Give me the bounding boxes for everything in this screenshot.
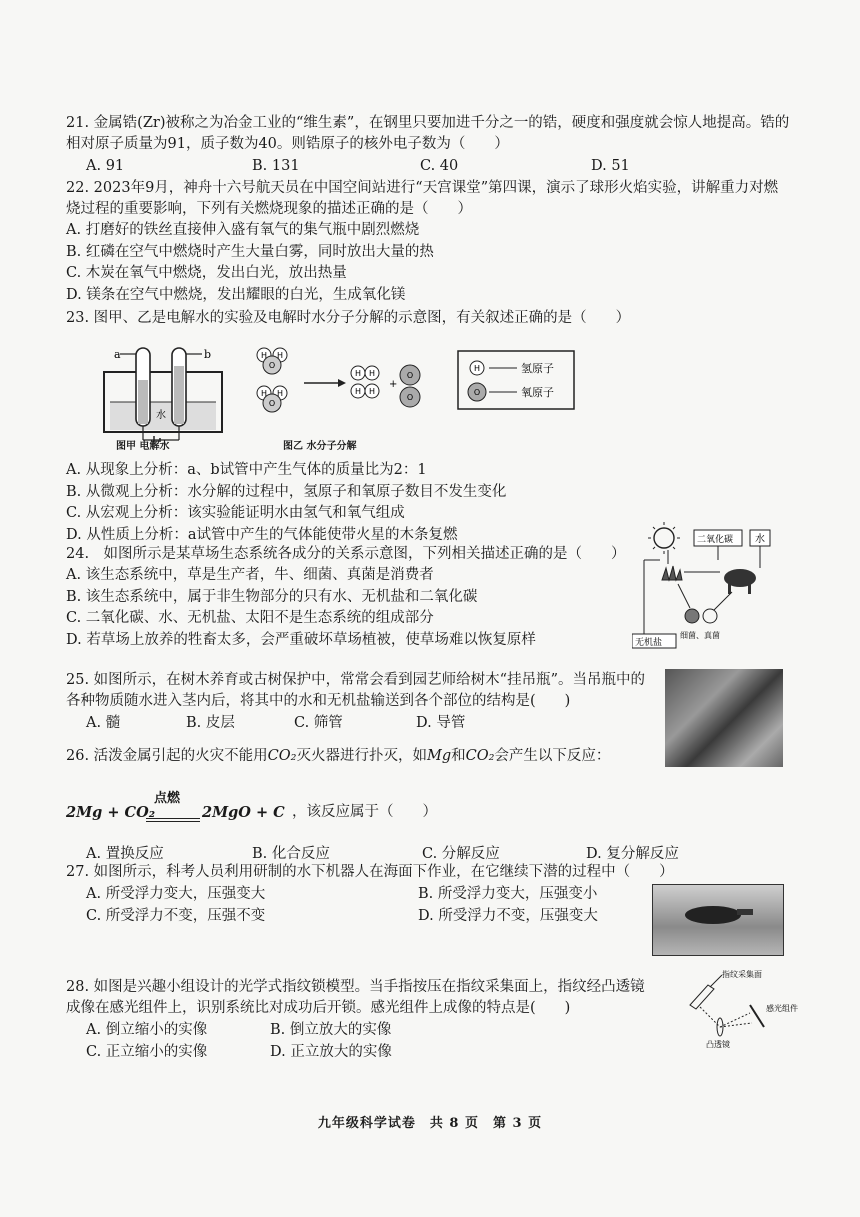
svg-text:O: O xyxy=(406,371,414,380)
q25-stem-line1: 25. 如图所示，在树木养育或古树保护中，常常会看到园艺师给树木“挂吊瓶”。当吊瓶中的 xyxy=(66,672,645,688)
legend-hydrogen-label: 氢原子 xyxy=(521,362,554,375)
q21-stem-line2: 相对原子质量为91，质子数为40。则锆原子的核外电子数为（ ） xyxy=(66,136,509,152)
eco-water-label: 水 xyxy=(755,534,765,545)
q28-options-row1 xyxy=(66,1019,666,1041)
q23-option-a[interactable]: A. 从现象上分析：a、b试管中产生气体的质量比为2：1 xyxy=(66,462,427,478)
q21-stem-line1: 21. 金属锆(Zr)被称之为冶金工业的“维生素”，在钢里只要加进千分之一的锆，硬度和强度就会惊人地提高。锆的 xyxy=(66,115,790,131)
q25-stem-line2: 各种物质随水进入茎内后，将其中的水和无机盐输送到各个部位的结构是( ) xyxy=(66,693,571,709)
q28-option-d[interactable]: D. 正立放大的实像 xyxy=(270,1044,392,1060)
q28-option-b[interactable]: B. 倒立放大的实像 xyxy=(270,1022,392,1038)
fig-sensor-label: 感光组件 xyxy=(766,1004,798,1013)
q26-stem-mid2: 和 xyxy=(451,748,466,764)
q26-eq-tail: ，该反应属于（ ） xyxy=(292,804,437,820)
underwater-robot-photo xyxy=(652,884,784,956)
q24-stem: 24. 如图所示是某草场生态系统各成分的关系示意图，下列相关描述正确的是（ ） xyxy=(66,546,626,562)
svg-text:H: H xyxy=(260,351,268,360)
eco-left-label: 无机盐 xyxy=(635,638,663,648)
svg-text:O: O xyxy=(406,393,414,402)
q26-stem-post: 会产生以下反应： xyxy=(494,748,611,764)
svg-text:H: H xyxy=(368,369,376,378)
fig-b-caption: 图乙 水分子分解 xyxy=(283,441,357,452)
q26-stem-pre: 26. 活泼金属引起的火灾不能用 xyxy=(66,748,268,764)
atom-legend-box xyxy=(457,350,575,410)
q26-eq-arrow xyxy=(146,818,200,822)
q26-stem-mid1: 灭火器进行扑灭，如 xyxy=(296,748,427,764)
water-decomposition-figure xyxy=(252,345,442,435)
q22-option-c[interactable]: C. 木炭在氧气中燃烧，发出白光，放出热量 xyxy=(66,265,347,281)
svg-text:O: O xyxy=(268,361,276,370)
eco-bottom-label: 细菌、真菌 xyxy=(680,631,720,640)
water-label: 水 xyxy=(156,410,166,421)
q21-option-d[interactable]: D. 51 xyxy=(591,158,630,174)
q25-option-c[interactable]: C. 筛管 xyxy=(294,715,343,731)
q27-option-b[interactable]: B. 所受浮力变大，压强变小 xyxy=(418,886,598,902)
q26-eq-right: 2MgO + C xyxy=(202,804,285,821)
fig-a-caption: 图甲 电解水 xyxy=(116,441,170,452)
legend-oxygen-label: 氧原子 xyxy=(521,386,554,399)
q24-option-a[interactable]: A. 该生态系统中，草是生产者，牛、细菌、真菌是消费者 xyxy=(66,567,434,583)
question-26 xyxy=(66,746,666,767)
ecosystem-figure xyxy=(632,520,780,652)
question-23 xyxy=(66,308,806,329)
q23-option-b[interactable]: B. 从微观上分析：水分解的过程中，氢原子和氧原子数目不发生变化 xyxy=(66,483,507,500)
q27-option-d[interactable]: D. 所受浮力不变，压强变大 xyxy=(418,908,598,924)
q24-option-c[interactable]: C. 二氧化碳、水、无机盐、太阳不是生态系统的组成部分 xyxy=(66,610,434,626)
q22-stem-line1: 22. 2023年9月，神舟十六号航天员在中国空间站进行“天宫课堂”第四课，演示了球形火焰实验，讲解重力对燃 xyxy=(66,180,779,196)
question-21 xyxy=(66,113,806,177)
q27-option-a[interactable]: A. 所受浮力变大，压强变大 xyxy=(86,886,266,902)
q22-option-d[interactable]: D. 镁条在空气中燃烧，发出耀眼的白光，生成氧化镁 xyxy=(66,286,406,303)
legend-o-symbol: O xyxy=(473,388,481,397)
q22-stem-line2: 烧过程的重要影响，下列有关燃烧现象的描述正确的是（ ） xyxy=(66,201,472,217)
question-28 xyxy=(66,977,666,1063)
q28-stem-line1: 28. 如图是兴趣小组设计的光学式指纹锁模型。当手指按压在指纹采集面上，指纹经凸透镜 xyxy=(66,979,645,995)
q26-option-b[interactable]: B. 化合反应 xyxy=(252,846,330,862)
svg-text:H: H xyxy=(276,351,284,360)
q21-options xyxy=(66,155,806,177)
fig-capture-surface-label: 指纹采集面 xyxy=(722,970,762,979)
q21-option-c[interactable]: C. 40 xyxy=(420,158,459,174)
svg-text:H: H xyxy=(354,369,362,378)
legend-h-symbol: H xyxy=(473,364,481,373)
q26-co2-formula-2: CO₂ xyxy=(465,748,495,764)
q21-option-a[interactable]: A. 91 xyxy=(86,158,125,174)
q28-option-c[interactable]: C. 正立缩小的实像 xyxy=(86,1044,208,1060)
tube-a-label: a xyxy=(114,348,121,361)
q27-option-c[interactable]: C. 所受浮力不变，压强不变 xyxy=(86,908,266,924)
svg-text:+: + xyxy=(389,379,398,390)
q27-stem: 27. 如图所示，科考人员利用研制的水下机器人在海面下作业，在它继续下潜的过程中（ ） xyxy=(66,864,674,880)
q23-stem: 23. 图甲、乙是电解水的实验及电解时水分子分解的示意图，有关叙述正确的是（ ） xyxy=(66,310,631,326)
q28-option-a[interactable]: A. 倒立缩小的实像 xyxy=(86,1022,208,1038)
q25-option-d[interactable]: D. 导管 xyxy=(416,715,466,731)
q28-options-row2 xyxy=(66,1041,666,1063)
q26-eq-left: 2Mg + CO₂ xyxy=(66,804,156,821)
q28-stem-line2: 成像在感光组件上，识别系统比对成功后开锁。感光组件上成像的特点是( ) xyxy=(66,1000,571,1016)
q24-option-b[interactable]: B. 该生态系统中，属于非生物部分的只有水、无机盐和二氧化碳 xyxy=(66,588,478,605)
q24-option-d[interactable]: D. 若草场上放养的牲畜太多，会严重破坏草场植被，使草场难以恢复原样 xyxy=(66,631,536,648)
q25-option-b[interactable]: B. 皮层 xyxy=(186,715,235,731)
q22-option-a[interactable]: A. 打磨好的铁丝直接伸入盛有氧气的集气瓶中剧烈燃烧 xyxy=(66,222,420,238)
question-22 xyxy=(66,178,806,306)
q26-eq-condition: 点燃 xyxy=(154,791,181,806)
q26-stem xyxy=(66,746,666,767)
q26-option-c[interactable]: C. 分解反应 xyxy=(422,846,500,862)
fig-lens-label: 凸透镜 xyxy=(706,1040,730,1049)
q25-option-a[interactable]: A. 髓 xyxy=(86,715,121,731)
q23-option-c[interactable]: C. 从宏观上分析：该实验能证明水由氢气和氧气组成 xyxy=(66,505,405,521)
q25-options xyxy=(66,712,666,734)
svg-text:H: H xyxy=(368,387,376,396)
svg-text:O: O xyxy=(268,399,276,408)
fingerprint-lock-figure xyxy=(680,965,800,1050)
svg-text:H: H xyxy=(260,389,268,398)
q21-option-b[interactable]: B. 131 xyxy=(252,158,300,174)
svg-text:H: H xyxy=(276,389,284,398)
q26-option-a[interactable]: A. 置换反应 xyxy=(86,846,164,862)
question-25 xyxy=(66,670,666,734)
tube-b-label: b xyxy=(204,348,212,361)
q23-option-d[interactable]: D. 从性质上分析：a试管中产生的气体能使带火星的木条复燃 xyxy=(66,526,458,543)
page-footer: 九年级科学试卷 共 8 页 第 3 页 xyxy=(317,1116,543,1131)
q26-co2-formula: CO₂ xyxy=(267,748,297,764)
q22-option-b[interactable]: B. 红磷在空气中燃烧时产生大量白雾，同时放出大量的热 xyxy=(66,243,434,260)
eco-co2-label: 二氧化碳 xyxy=(697,535,734,545)
question-24 xyxy=(66,544,636,651)
svg-text:H: H xyxy=(354,387,362,396)
q26-option-d[interactable]: D. 复分解反应 xyxy=(586,846,679,862)
q26-mg-formula: Mg xyxy=(426,748,452,764)
tree-drip-bag-photo xyxy=(665,669,783,767)
q26-equation xyxy=(66,788,666,828)
